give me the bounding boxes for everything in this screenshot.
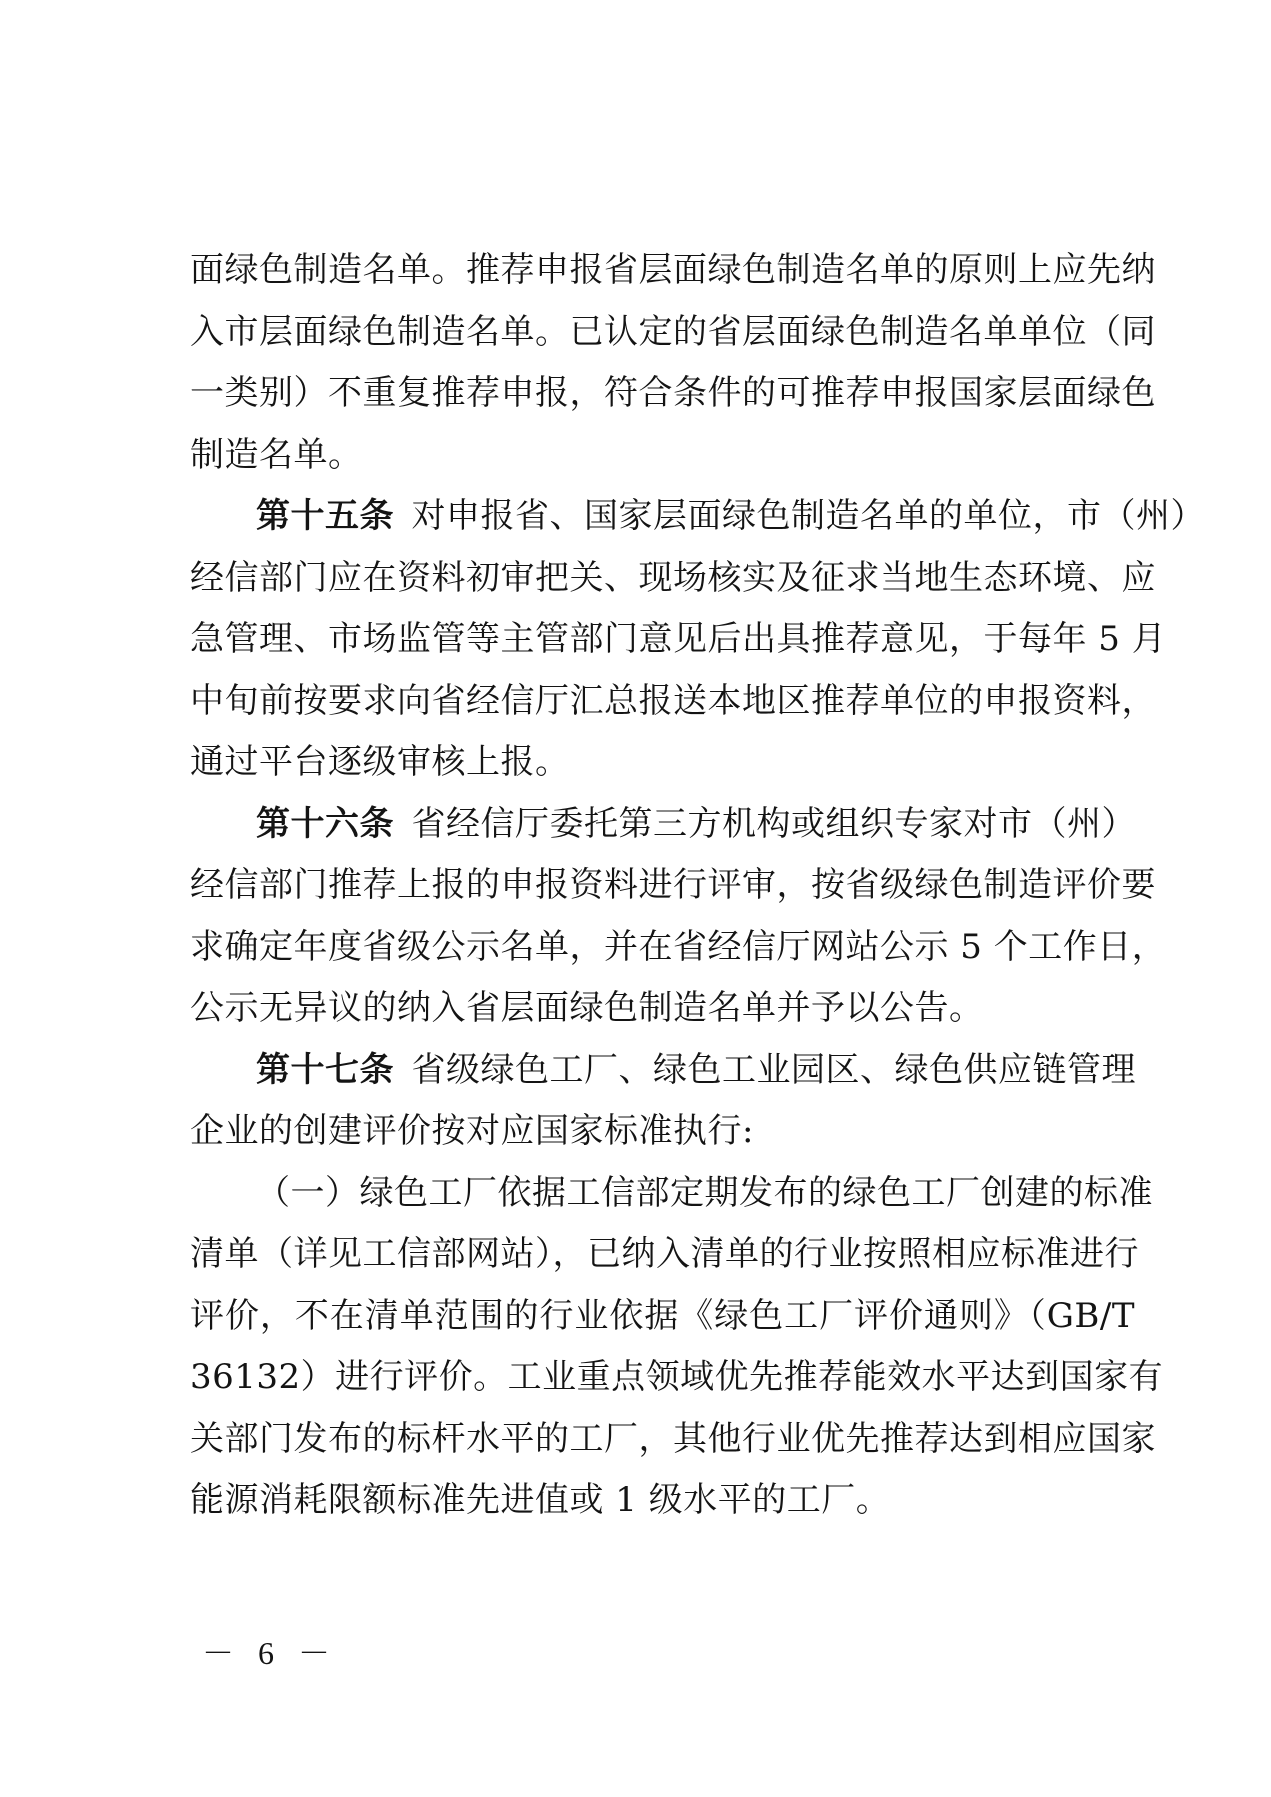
line-text: （一）绿色工厂依据工信部定期发布的绿色工厂创建的标准	[256, 1172, 1153, 1213]
text-line	[190, 671, 1156, 733]
line-text: 入市层面绿色制造名单。已认定的省层面绿色制造名单单位（同	[190, 311, 1156, 352]
text-line	[190, 978, 1135, 1040]
line-text: 中旬前按要求向省经信厅汇总报送本地区推荐单位的申报资料，	[190, 680, 1156, 721]
line-text: 36132）进行评价。工业重点领域优先推荐能效水平达到国家有	[190, 1357, 1164, 1397]
text-line	[190, 855, 1156, 917]
article-heading: 第十七条	[256, 1049, 394, 1090]
text-line	[190, 363, 1156, 425]
line-text: 面绿色制造名单。推荐申报省层面绿色制造名单的原则上应先纳	[190, 250, 1156, 290]
text-line	[190, 1347, 1164, 1409]
line-text: 能源消耗限额标准先进值或 1 级水平的工厂。	[190, 1480, 891, 1520]
text-line	[190, 609, 1167, 671]
text-line	[190, 1101, 1135, 1163]
line-text: 关部门发布的标杆水平的工厂，其他行业优先推荐达到相应国家	[190, 1418, 1156, 1459]
text-line	[190, 425, 1135, 487]
line-text: 通过平台逐级审核上报。	[190, 742, 570, 782]
text-line	[190, 1409, 1156, 1471]
text-line	[190, 548, 1156, 610]
page-number: － 6 －	[202, 1635, 339, 1671]
text-line	[190, 794, 1135, 856]
text-line	[190, 1040, 1135, 1102]
text-line	[190, 486, 1205, 548]
line-text: 对申报省、国家层面绿色制造名单的单位，市（州）	[411, 496, 1205, 536]
line-text: 省级绿色工厂、绿色工业园区、绿色供应链管理	[411, 1049, 1136, 1090]
line-text: 企业的创建评价按对应国家标准执行:	[190, 1111, 754, 1151]
text-line	[190, 302, 1156, 364]
line-text: 经信部门应在资料初审把关、现场核实及征求当地生态环境、应	[190, 557, 1156, 598]
text-line	[190, 732, 1135, 794]
line-text: 省经信厅委托第三方机构或组织专家对市（州）	[411, 803, 1136, 844]
line-text: 公示无异议的纳入省层面绿色制造名单并予以公告。	[190, 988, 984, 1028]
line-text: 经信部门推荐上报的申报资料进行评审，按省级绿色制造评价要	[190, 865, 1156, 905]
text-line	[190, 917, 1167, 979]
text-line	[190, 1163, 1153, 1225]
article-heading: 第十五条	[256, 496, 394, 536]
text-line	[190, 1224, 1139, 1286]
line-text: 评价，不在清单范围的行业依据《绿色工厂评价通则》（GB/T	[190, 1295, 1135, 1336]
text-line	[190, 240, 1156, 302]
body-text	[190, 240, 1205, 1532]
line-text: 求确定年度省级公示名单，并在省经信厅网站公示 5 个工作日，	[190, 926, 1167, 967]
line-text: 清单（详见工信部网站），已纳入清单的行业按照相应标准进行	[190, 1234, 1139, 1274]
text-line	[190, 1470, 1135, 1532]
text-line	[190, 1286, 1135, 1348]
line-text: 急管理、市场监管等主管部门意见后出具推荐意见，于每年 5 月	[190, 619, 1167, 659]
article-heading: 第十六条	[256, 803, 394, 844]
line-text: 制造名单。	[190, 434, 363, 475]
line-text: 一类别）不重复推荐申报，符合条件的可推荐申报国家层面绿色	[190, 373, 1156, 413]
